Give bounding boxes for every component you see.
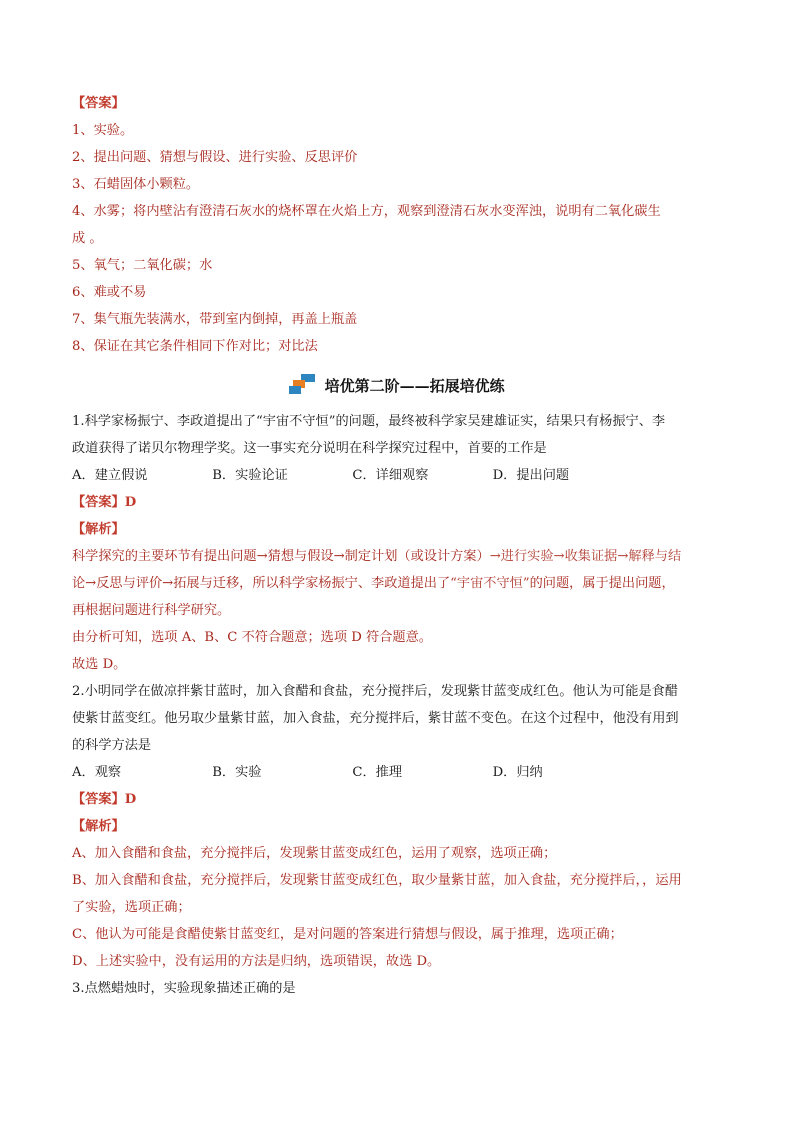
q3-stem-line-1: 3.点燃蜡烛时，实验现象描述正确的是 <box>72 981 296 996</box>
q2-option-d: D．归纳 <box>492 765 543 780</box>
q1-analysis-1a: 科学探究的主要环节有提出问题→猜想与假设→制定计划（或设计方案） <box>72 549 490 564</box>
q2-stem-line-3: 的科学方法是 <box>72 738 152 753</box>
q1-stem-line-2: 政道获得了诺贝尔物理学奖。这一事实充分说明在科学探究过程中，首要的工作是 <box>72 441 547 456</box>
answer-item-7: 7、集气瓶先装满水，带到室内倒掉，再盖上瓶盖 <box>72 312 358 327</box>
document-page <box>72 90 722 1002</box>
q1-stem-line-1: 1.科学家杨振宁、李政道提出了“宇宙不守恒”的问题，最终被科学家吴建雄证实，结果只有杨振宁、李 <box>72 414 666 429</box>
q1-options <box>72 462 722 489</box>
answer-item-5: 5、氧气；二氧化碳；水 <box>72 258 213 273</box>
answer-item-4: 4、水雾；将内壁沾有澄清石灰水的烧杯罩在火焰上方，观察到澄清石灰水变浑浊，说明有二氧化碳生 <box>72 204 661 219</box>
q2-analysis-line-4: C、他认为可能是食醋使紫甘蓝变红，是对问题的答案进行猜想与假设，属于推理，选项正确； <box>72 927 623 942</box>
q2-analysis-line-5: D、上述实验中，没有运用的方法是归纳，选项错误，故选 D。 <box>72 954 441 969</box>
q2-answer-value: D <box>124 792 137 807</box>
q2-analysis-line-1: A、加入食醋和食盐，充分搅拌后，发现紫甘蓝变成红色，运用了观察，选项正确； <box>72 846 557 861</box>
q2-options <box>72 759 722 786</box>
q1-option-a: A．建立假说 <box>72 468 148 483</box>
answer-item-4-cont: 成 。 <box>72 231 103 246</box>
q2-stem-line-1: 2.小明同学在做凉拌紫甘蓝时，加入食醋和食盐，充分搅拌后，发现紫甘蓝变成红色。他认为可能是食醋 <box>72 684 679 699</box>
section-blocks-icon <box>289 374 315 394</box>
q1-analysis-2a: 论→反思与评价→拓展与迁移，所以科学家杨振宁、李政道提出了 <box>72 576 451 591</box>
q1-answer <box>72 489 722 516</box>
q2-option-a: A．观察 <box>72 765 122 780</box>
q1-option-d: D．提出问题 <box>492 468 570 483</box>
q1-option-b: B．实验论证 <box>212 468 288 483</box>
q1-option-c: C．详细观察 <box>352 468 429 483</box>
answer-tag: 【答案】 <box>72 96 125 111</box>
answer-item-1: 1、实验。 <box>72 123 134 138</box>
q1-analysis-line-1 <box>72 543 722 570</box>
q2-analysis-tag: 【解析】 <box>72 819 125 834</box>
q1-analysis-line-2 <box>72 570 722 597</box>
q1-analysis-line-3: 再根据问题进行科学研究。 <box>72 603 231 618</box>
q1-analysis-1b: →进行实验→收集证据→解释与结 <box>489 549 682 564</box>
answer-item-3: 3、石蜡固体小颗粒。 <box>72 177 200 192</box>
q1-analysis-2b: “宇宙不守恒” <box>450 576 530 591</box>
q2-analysis-line-3: 了实验，选项正确； <box>72 900 191 915</box>
answer-item-2: 2、提出问题、猜想与假设、进行实验、反思评价 <box>72 150 358 165</box>
q2-answer-tag: 【答案】 <box>72 792 125 807</box>
section-heading <box>72 366 722 406</box>
q1-analysis-line-4: 由分析可知，选项 A、B、C 不符合题意；选项 D 符合题意。 <box>72 630 432 645</box>
answer-item-6: 6、难或不易 <box>72 285 147 300</box>
q2-option-b: B．实验 <box>212 765 262 780</box>
answer-item-8: 8、保证在其它条件相同下作对比；对比法 <box>72 339 318 354</box>
q2-stem-line-2: 使紫甘蓝变红。他另取少量紫甘蓝，加入食盐，充分搅拌后，紫甘蓝不变色。在这个过程中，他没有用到 <box>72 711 679 726</box>
q1-analysis-tag: 【解析】 <box>72 522 125 537</box>
q1-analysis-line-5: 故选 D。 <box>72 657 127 672</box>
section-title: 培优第二阶——拓展培优练 <box>324 377 505 395</box>
q2-analysis-line-2: B、加入食醋和食盐，充分搅拌后，发现紫甘蓝变成红色，取少量紫甘蓝，加入食盐，充分搅拌后，，运用 <box>72 873 682 888</box>
q2-option-c: C．推理 <box>352 765 403 780</box>
q1-answer-value: D <box>124 495 137 510</box>
q2-answer <box>72 786 722 813</box>
q1-answer-tag: 【答案】 <box>72 495 125 510</box>
q1-analysis-2c: 的问题，属于提出问题， <box>529 576 675 591</box>
